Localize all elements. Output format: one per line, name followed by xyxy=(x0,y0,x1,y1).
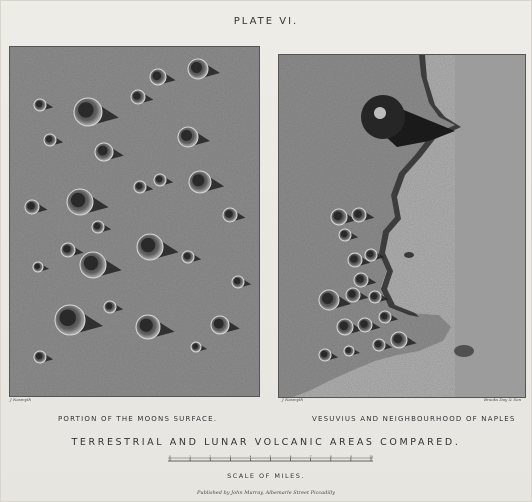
scale-tick-label: 4 xyxy=(249,455,252,459)
right-credit: J Nasmyth xyxy=(282,397,304,402)
crater-floor xyxy=(98,146,108,156)
crater-floor xyxy=(348,290,356,298)
crater-floor xyxy=(46,136,53,143)
crater-floor xyxy=(225,210,233,218)
crater-floor xyxy=(71,193,85,207)
moon-surface-image xyxy=(9,46,260,397)
plate-title: PLATE VI. xyxy=(233,16,299,27)
island xyxy=(454,345,474,357)
scale-tick-label: 3 xyxy=(229,455,232,459)
crater-floor xyxy=(36,353,43,360)
scale-tick-label: 0 xyxy=(169,455,171,459)
scale-tick-label: 6 xyxy=(289,455,292,459)
left-caption: PORTION OF THE MOONS SURFACE. xyxy=(58,415,218,423)
crater-floor xyxy=(360,320,368,328)
crater-floor xyxy=(63,245,71,253)
scale-tick-label: 5 xyxy=(269,455,272,459)
crater-floor xyxy=(393,334,402,343)
vesuvius-crater xyxy=(374,107,386,119)
crater-floor xyxy=(184,253,191,260)
scale-tick-label: 1 xyxy=(189,455,191,459)
crater-floor xyxy=(367,251,374,258)
scale-label: SCALE OF MILES. xyxy=(227,472,305,480)
crater-floor xyxy=(322,293,333,304)
crater-floor xyxy=(346,348,352,354)
crater-floor xyxy=(84,256,98,270)
crater-floor xyxy=(375,341,382,348)
crater-floor xyxy=(192,174,204,186)
crater-floor xyxy=(381,313,388,320)
crater-floor xyxy=(333,211,342,220)
crater-floor xyxy=(141,238,155,252)
crater-floor xyxy=(156,176,163,183)
crater-floor xyxy=(191,62,202,73)
crater-floor xyxy=(152,71,161,80)
crater-floor xyxy=(133,92,141,100)
left-credit: J Nasmyth xyxy=(10,397,32,402)
right-caption: VESUVIUS AND NEIGHBOURHOOD OF NAPLES xyxy=(312,415,516,423)
crater-floor xyxy=(350,255,358,263)
publisher-line: Published by John Murray, Albemarle Street Piccadilly xyxy=(197,490,335,496)
crater-floor xyxy=(106,303,113,310)
crater-floor xyxy=(354,210,362,218)
main-title: TERRESTRIAL AND LUNAR VOLCANIC AREAS COMPARED. xyxy=(71,437,461,448)
scale-tick-label: 8 xyxy=(329,455,332,459)
crater-floor xyxy=(341,231,348,238)
crater-floor xyxy=(27,202,35,210)
scale-tick-label: 10 xyxy=(369,455,373,459)
crater-floor xyxy=(321,351,328,358)
islet xyxy=(404,252,414,258)
printer-credit: Brooks Day & Son xyxy=(484,397,522,402)
scale-tick-label: 2 xyxy=(209,455,212,459)
scale-tick-label: 7 xyxy=(309,455,312,459)
crater-floor xyxy=(181,130,192,141)
crater-floor xyxy=(136,183,143,190)
scale-tick-label: 9 xyxy=(350,455,352,459)
crater-floor xyxy=(193,344,199,350)
crater-floor xyxy=(356,275,364,283)
crater-floor xyxy=(60,310,77,327)
scale-of-miles-bar xyxy=(168,455,373,463)
crater-floor xyxy=(94,223,101,230)
crater-floor xyxy=(339,321,348,330)
crater-floor xyxy=(36,101,43,108)
crater-floor xyxy=(371,293,378,300)
vesuvius-naples-image xyxy=(278,54,526,398)
crater-floor xyxy=(78,102,93,117)
crater-floor xyxy=(140,319,153,332)
crater-floor xyxy=(35,264,41,270)
moon-surface-drawing xyxy=(10,47,259,396)
crater-floor xyxy=(214,319,224,329)
vesuvius-naples-drawing xyxy=(279,55,525,397)
crater-floor xyxy=(234,278,241,285)
